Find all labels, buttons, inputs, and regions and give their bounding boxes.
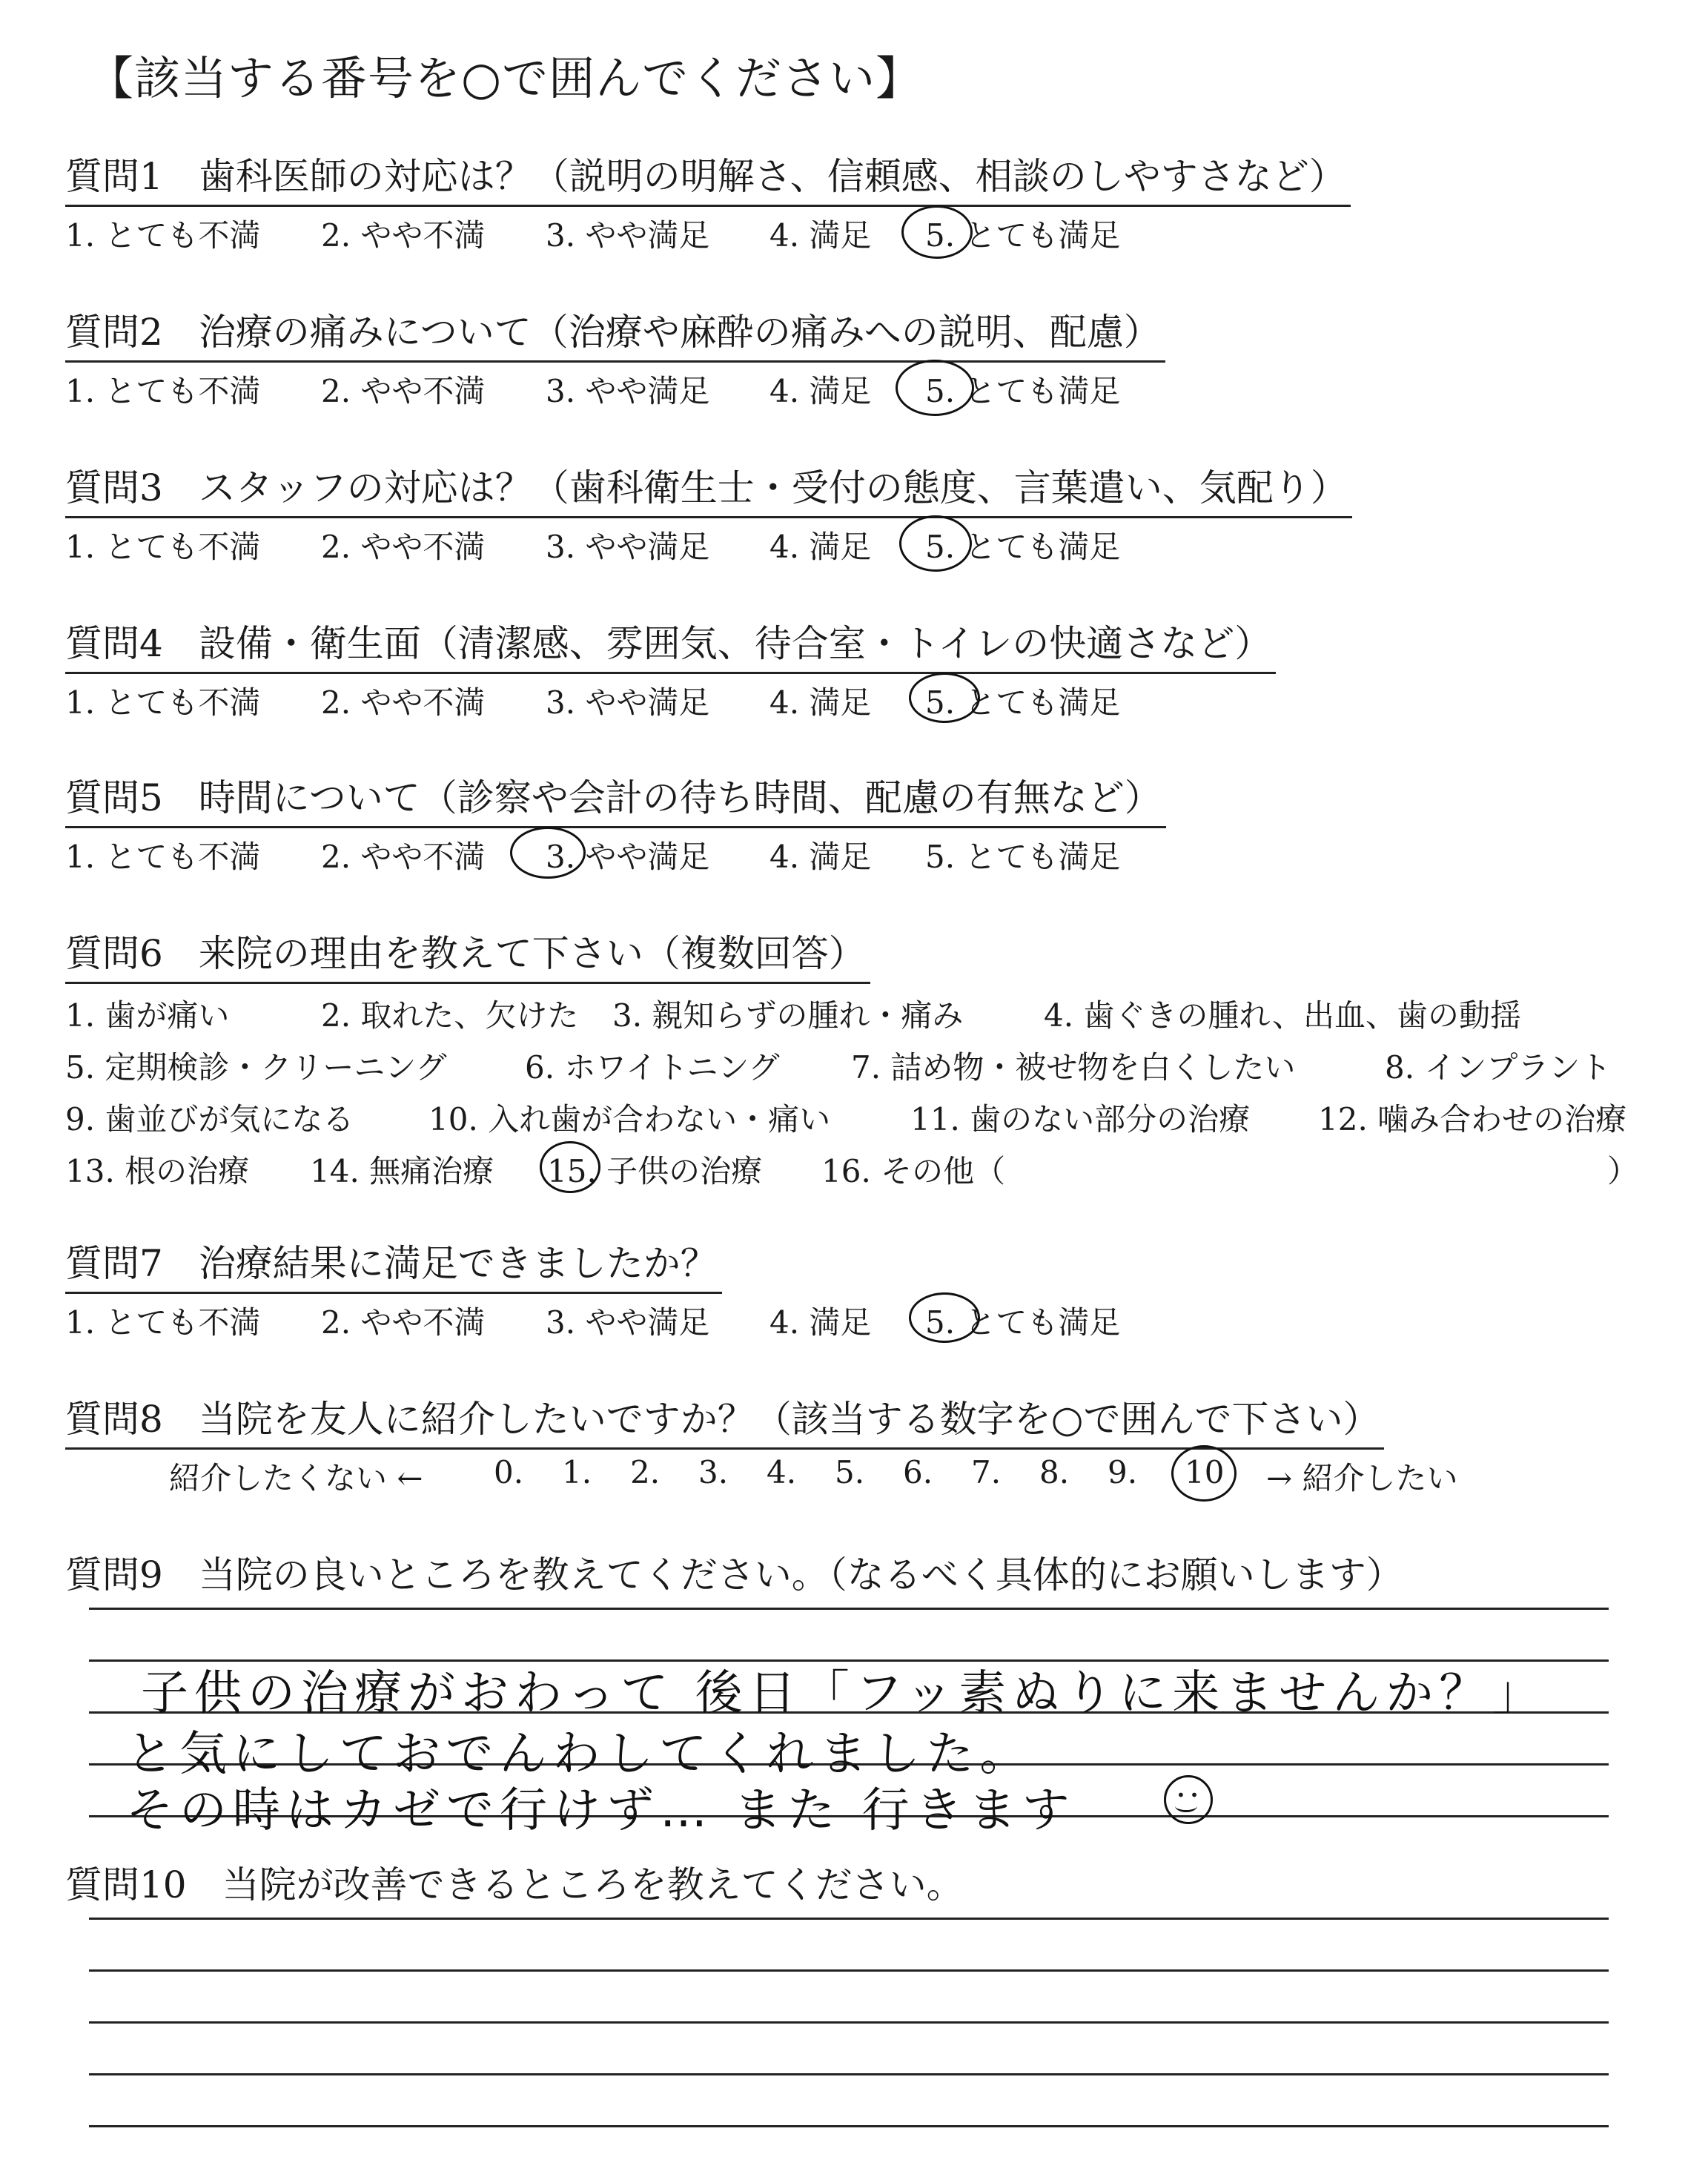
question-3-number: 質問3 — [65, 466, 163, 509]
q6-option-15[interactable]: 15. 子供の治療 — [547, 1153, 763, 1189]
q8-number-8[interactable]: 8. — [1039, 1454, 1070, 1490]
question-10-heading — [65, 1855, 964, 1909]
q1-option-3[interactable]: 3. やや満足 — [546, 217, 710, 254]
q6-option-8[interactable]: 8. インプラント — [1385, 1049, 1612, 1086]
q6-option-2[interactable]: 2. 取れた、欠けた — [321, 997, 579, 1034]
q8-number-1[interactable]: 1. — [562, 1454, 592, 1490]
q1-option-4[interactable]: 4. 満足 — [769, 217, 872, 254]
question-4-number: 質問4 — [65, 622, 163, 665]
question-5-number: 質問5 — [65, 776, 163, 819]
q6-option-5[interactable]: 5. 定期検診・クリーニング — [65, 1049, 447, 1086]
question-5-text: 時間について（診察や会計の待ち時間、配慮の有無など） — [198, 776, 1162, 819]
question-1-text: 歯科医師の対応は？（説明の明解さ、信頼感、相談のしやすさなど） — [198, 155, 1346, 198]
question-5 — [65, 768, 1166, 885]
q3-option-5[interactable]: 5. とても満足 — [925, 529, 1121, 565]
question-2-text: 治療の痛みについて（治療や麻酔の痛みへの説明、配慮） — [198, 311, 1161, 354]
q7-option-4[interactable]: 4. 満足 — [769, 1304, 872, 1341]
q6-option-10[interactable]: 10. 入れ歯が合わない・痛い — [428, 1101, 831, 1137]
q9-handwritten-line-3: その時はカゼで行けず… また 行きます — [126, 1783, 1076, 1838]
q9-handwritten-line-1: 子供の治療がおわって 後日「フッ素ぬりに来ませんか？」 — [141, 1666, 1546, 1721]
q10-answer-line-5 — [89, 2125, 1609, 2127]
q8-number-3[interactable]: 3. — [698, 1454, 729, 1490]
question-6-text: 来院の理由を教えて下さい（複数回答） — [198, 932, 866, 975]
question-9 — [65, 1545, 1403, 1599]
smiley-face-icon: • • — [1164, 1775, 1213, 1824]
q3-option-3[interactable]: 3. やや満足 — [546, 529, 710, 565]
question-2 — [65, 303, 1165, 419]
question-3-text: スタッフの対応は？（歯科衛生士・受付の態度、言葉遣い、気配り） — [198, 466, 1348, 509]
question-9-number: 質問9 — [65, 1553, 163, 1596]
question-2-number: 質問2 — [65, 311, 163, 354]
question-2-heading — [65, 303, 1165, 363]
question-1-number: 質問1 — [65, 155, 163, 198]
q2-option-5[interactable]: 5. とても満足 — [925, 373, 1121, 409]
q2-selection-circle — [896, 360, 974, 416]
q7-option-5[interactable]: 5. とても満足 — [925, 1304, 1121, 1341]
q4-option-2[interactable]: 2. やや不満 — [321, 684, 486, 721]
q6-option-16[interactable]: 16. その他（ — [821, 1153, 1006, 1189]
question-8-number: 質問8 — [65, 1398, 163, 1441]
q6-option-13[interactable]: 13. 根の治療 — [65, 1153, 250, 1189]
q6-row-3 — [65, 1095, 1627, 1147]
question-7-number: 質問7 — [65, 1242, 163, 1285]
q4-option-4[interactable]: 4. 満足 — [769, 684, 872, 721]
question-10-number: 質問10 — [65, 1863, 187, 1906]
question-2-options — [65, 367, 1165, 419]
q10-answer-line-3 — [89, 2021, 1609, 2024]
question-6-number: 質問6 — [65, 932, 163, 975]
q8-number-2[interactable]: 2. — [630, 1454, 661, 1490]
q6-row-2 — [65, 1043, 1612, 1095]
q8-number-7[interactable]: 7. — [971, 1454, 1002, 1490]
question-5-options — [65, 833, 1166, 885]
question-7 — [65, 1234, 1121, 1350]
question-3-heading — [65, 458, 1352, 518]
q8-number-6[interactable]: 6. — [903, 1454, 933, 1490]
q6-option-12[interactable]: 12. 噛み合わせの治療 — [1318, 1101, 1627, 1137]
q10-answer-line-2 — [89, 1969, 1609, 1972]
q4-option-1[interactable]: 1. とても不満 — [65, 684, 261, 721]
question-9-heading — [65, 1545, 1403, 1599]
q6-row-4 — [65, 1147, 1639, 1199]
q5-option-4[interactable]: 4. 満足 — [769, 839, 872, 875]
q6-option-1[interactable]: 1. 歯が痛い — [65, 997, 230, 1034]
question-10-text: 当院が改善できるところを教えてください。 — [222, 1863, 964, 1906]
question-3-options — [65, 523, 1352, 575]
q8-number-0[interactable]: 0. — [494, 1454, 524, 1490]
q3-option-1[interactable]: 1. とても不満 — [65, 529, 261, 565]
question-4-text: 設備・衛生面（清潔感、雰囲気、待合室・トイレの快適さなど） — [198, 622, 1272, 665]
q8-number-4[interactable]: 4. — [767, 1454, 797, 1490]
q6-selection-circle — [540, 1141, 600, 1193]
question-8 — [65, 1390, 1458, 1506]
q4-selection-circle — [909, 673, 980, 723]
question-6-heading — [65, 924, 870, 984]
q2-option-1[interactable]: 1. とても不満 — [65, 373, 261, 409]
q1-option-2[interactable]: 2. やや不満 — [321, 217, 486, 254]
q1-option-1[interactable]: 1. とても不満 — [65, 217, 261, 254]
q7-option-2[interactable]: 2. やや不満 — [321, 1304, 486, 1341]
q6-option-3[interactable]: 3. 親知らずの腫れ・痛み — [612, 997, 964, 1034]
q2-option-3[interactable]: 3. やや満足 — [546, 373, 710, 409]
question-4 — [65, 614, 1276, 730]
q7-option-1[interactable]: 1. とても不満 — [65, 1304, 261, 1341]
q1-option-5[interactable]: 5. とても満足 — [925, 217, 1121, 254]
question-8-scale — [65, 1454, 1458, 1506]
q7-selection-circle — [909, 1292, 980, 1343]
question-7-text: 治療結果に満足できましたか？ — [198, 1242, 718, 1285]
question-3 — [65, 458, 1352, 575]
q5-option-1[interactable]: 1. とても不満 — [65, 839, 261, 875]
question-4-heading — [65, 614, 1276, 674]
q2-option-4[interactable]: 4. 満足 — [769, 373, 872, 409]
q10-answer-line-4 — [89, 2073, 1609, 2075]
question-6 — [65, 924, 1639, 1199]
question-4-options — [65, 678, 1276, 730]
q9-answer-line-1 — [89, 1608, 1609, 1610]
q8-left-label: 紹介したくない ← — [169, 1460, 423, 1496]
q6-option-14[interactable]: 14. 無痛治療 — [310, 1153, 494, 1189]
q4-option-5[interactable]: 5. とても満足 — [925, 684, 1121, 721]
question-1-options — [65, 211, 1351, 263]
q3-option-4[interactable]: 4. 満足 — [769, 529, 872, 565]
question-1 — [65, 147, 1351, 263]
q6-option-11[interactable]: 11. 歯のない部分の治療 — [910, 1101, 1251, 1137]
q6-other-close-paren: ） — [1607, 1153, 1639, 1189]
question-8-text: 当院を友人に紹介したいですか？（該当する数字を○で囲んで下さい） — [198, 1398, 1380, 1441]
q4-option-3[interactable]: 3. やや満足 — [546, 684, 710, 721]
q2-option-2[interactable]: 2. やや不満 — [321, 373, 486, 409]
question-7-options — [65, 1298, 1121, 1350]
question-5-heading — [65, 768, 1166, 828]
question-9-text: 当院の良いところを教えてください。（なるべく具体的にお願いします） — [198, 1553, 1403, 1596]
q10-answer-line-1 — [89, 1918, 1609, 1920]
question-8-heading — [65, 1390, 1384, 1450]
q8-number-10[interactable]: 10 — [1185, 1454, 1225, 1490]
q6-option-6[interactable]: 6. ホワイトニング — [525, 1049, 780, 1086]
q6-option-7[interactable]: 7. 詰め物・被せ物を白くしたい — [851, 1049, 1296, 1086]
q9-handwritten-line-2: と気にしておでんわしてくれました。 — [126, 1727, 1033, 1782]
q8-selection-circle — [1171, 1445, 1237, 1502]
q1-selection-circle — [901, 205, 973, 259]
q8-number-5[interactable]: 5. — [835, 1454, 865, 1490]
page-title: 【該当する番号を○で囲んでください】 — [87, 51, 923, 105]
q8-right-label: → 紹介したい — [1266, 1460, 1458, 1496]
q8-number-9[interactable]: 9. — [1108, 1454, 1138, 1490]
q6-option-9[interactable]: 9. 歯並びが気になる — [65, 1101, 354, 1137]
question-1-heading — [65, 147, 1351, 207]
q7-option-3[interactable]: 3. やや満足 — [546, 1304, 710, 1341]
q3-selection-circle — [899, 515, 972, 572]
q5-option-2[interactable]: 2. やや不満 — [321, 839, 486, 875]
q5-option-3[interactable]: 3. やや満足 — [546, 839, 710, 875]
question-10 — [65, 1855, 964, 1909]
q5-selection-circle — [510, 827, 586, 879]
q6-option-4[interactable]: 4. 歯ぐきの腫れ、出血、歯の動揺 — [1044, 997, 1521, 1034]
q5-option-5[interactable]: 5. とても満足 — [925, 839, 1121, 875]
q3-option-2[interactable]: 2. やや不満 — [321, 529, 486, 565]
question-7-heading — [65, 1234, 722, 1294]
q6-row-1 — [65, 991, 1521, 1043]
